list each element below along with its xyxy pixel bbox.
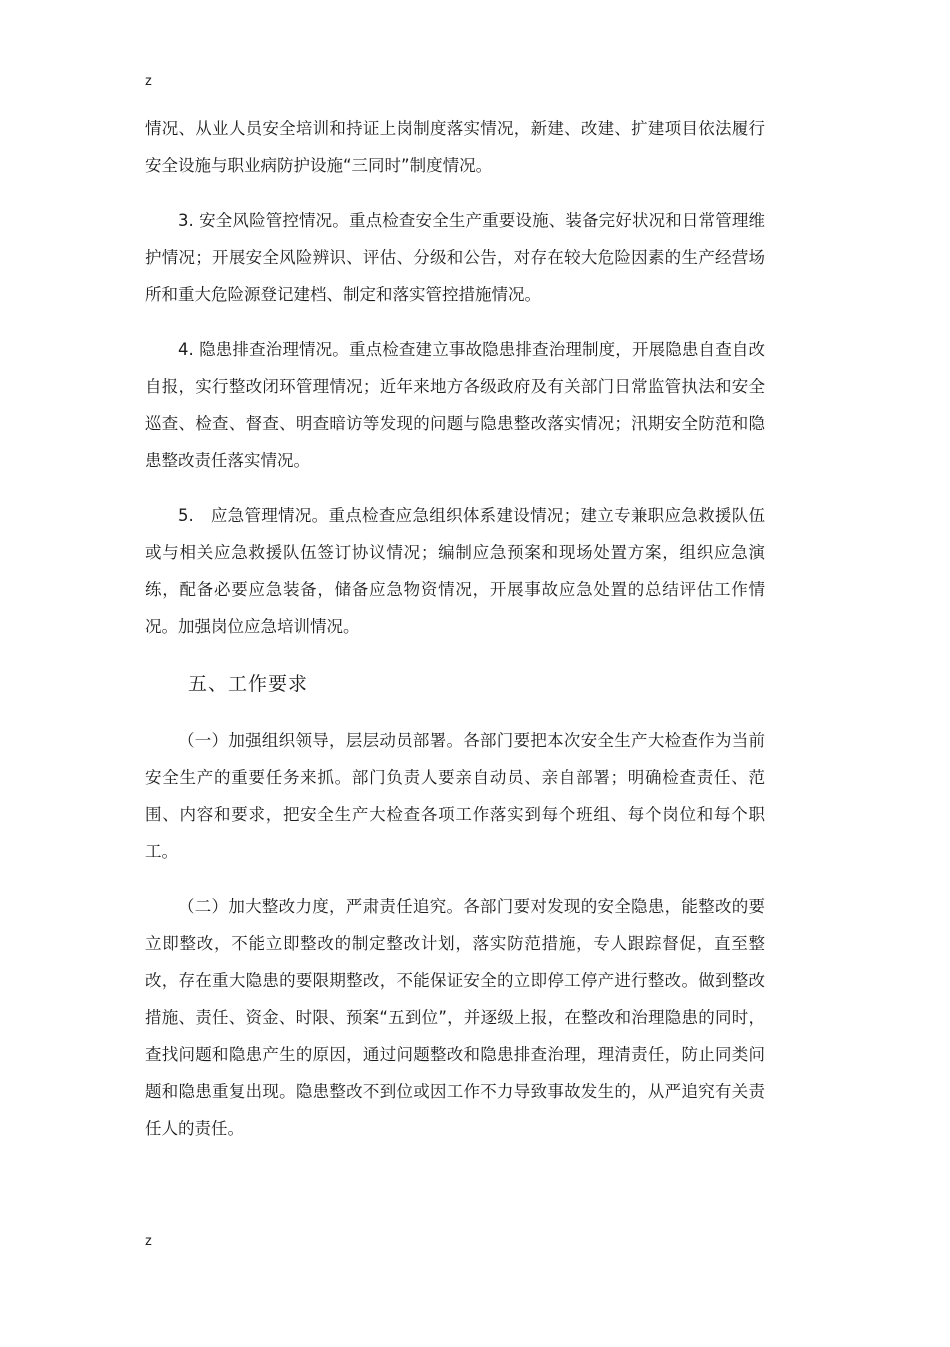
paragraph-item-5: 5. 应急管理情况。重点检查应急组织体系建设情况；建立专兼职应急救援队伍或与相关应急救援队伍签订协议情况；编制应急预案和现场处置方案，组织应急演练，配备必要应急装备，储备应急物资情况，开展事故应急处置的总结评估工作情况。加强岗位应急培训情况。 — [145, 506, 765, 636]
page-header-marker: z — [145, 72, 152, 88]
paragraph-item-3: 3. 安全风险管控情况。重点检查安全生产重要设施、装备完好状况和日常管理维护情况；开展安全风险辨识、评估、分级和公告，对存在较大危险因素的生产经营场所和重大危险源登记建档、制定和落实管控措施情况。 — [145, 211, 765, 304]
paragraph-requirement-1: （一）加强组织领导，层层动员部署。各部门要把本次安全生产大检查作为当前安全生产的重要任务来抓。部门负责人要亲自动员、亲自部署；明确检查责任、范围、内容和要求，把安全生产大检查各项工作落实到每个班组、每个岗位和每个职工。 — [145, 731, 765, 861]
paragraph-continuation: 情况、从业人员安全培训和持证上岗制度落实情况，新建、改建、扩建项目依法履行安全设施与职业病防护设施“三同时”制度情况。 — [145, 119, 765, 175]
page-footer-marker: z — [145, 1232, 152, 1248]
section-heading: 五、工作要求 — [188, 673, 309, 695]
paragraph-item-4: 4. 隐患排查治理情况。重点检查建立事故隐患排查治理制度，开展隐患自查自改自报，实行整改闭环管理情况；近年来地方各级政府及有关部门日常监管执法和安全巡查、检查、督查、明查暗访等发现的问题与隐患整改落实情况；汛期安全防范和隐患整改责任落实情况。 — [145, 340, 765, 470]
paragraph-requirement-2: （二）加大整改力度，严肃责任追究。各部门要对发现的安全隐患，能整改的要立即整改，不能立即整改的制定整改计划，落实防范措施，专人跟踪督促，直至整改，存在重大隐患的要限期整改，不能保证安全的立即停工停产进行整改。做到整改措施、责任、资金、时限、预案“五到位”，并逐级上报，在整改和治理隐患的同时，查找问题和隐患产生的原因，通过问题整改和隐患排查治理，理清责任，防止同类问题和隐患重复出现。隐患整改不到位或因工作不力导致事故发生的，从严追究有关责任人的责任。 — [145, 897, 765, 1138]
